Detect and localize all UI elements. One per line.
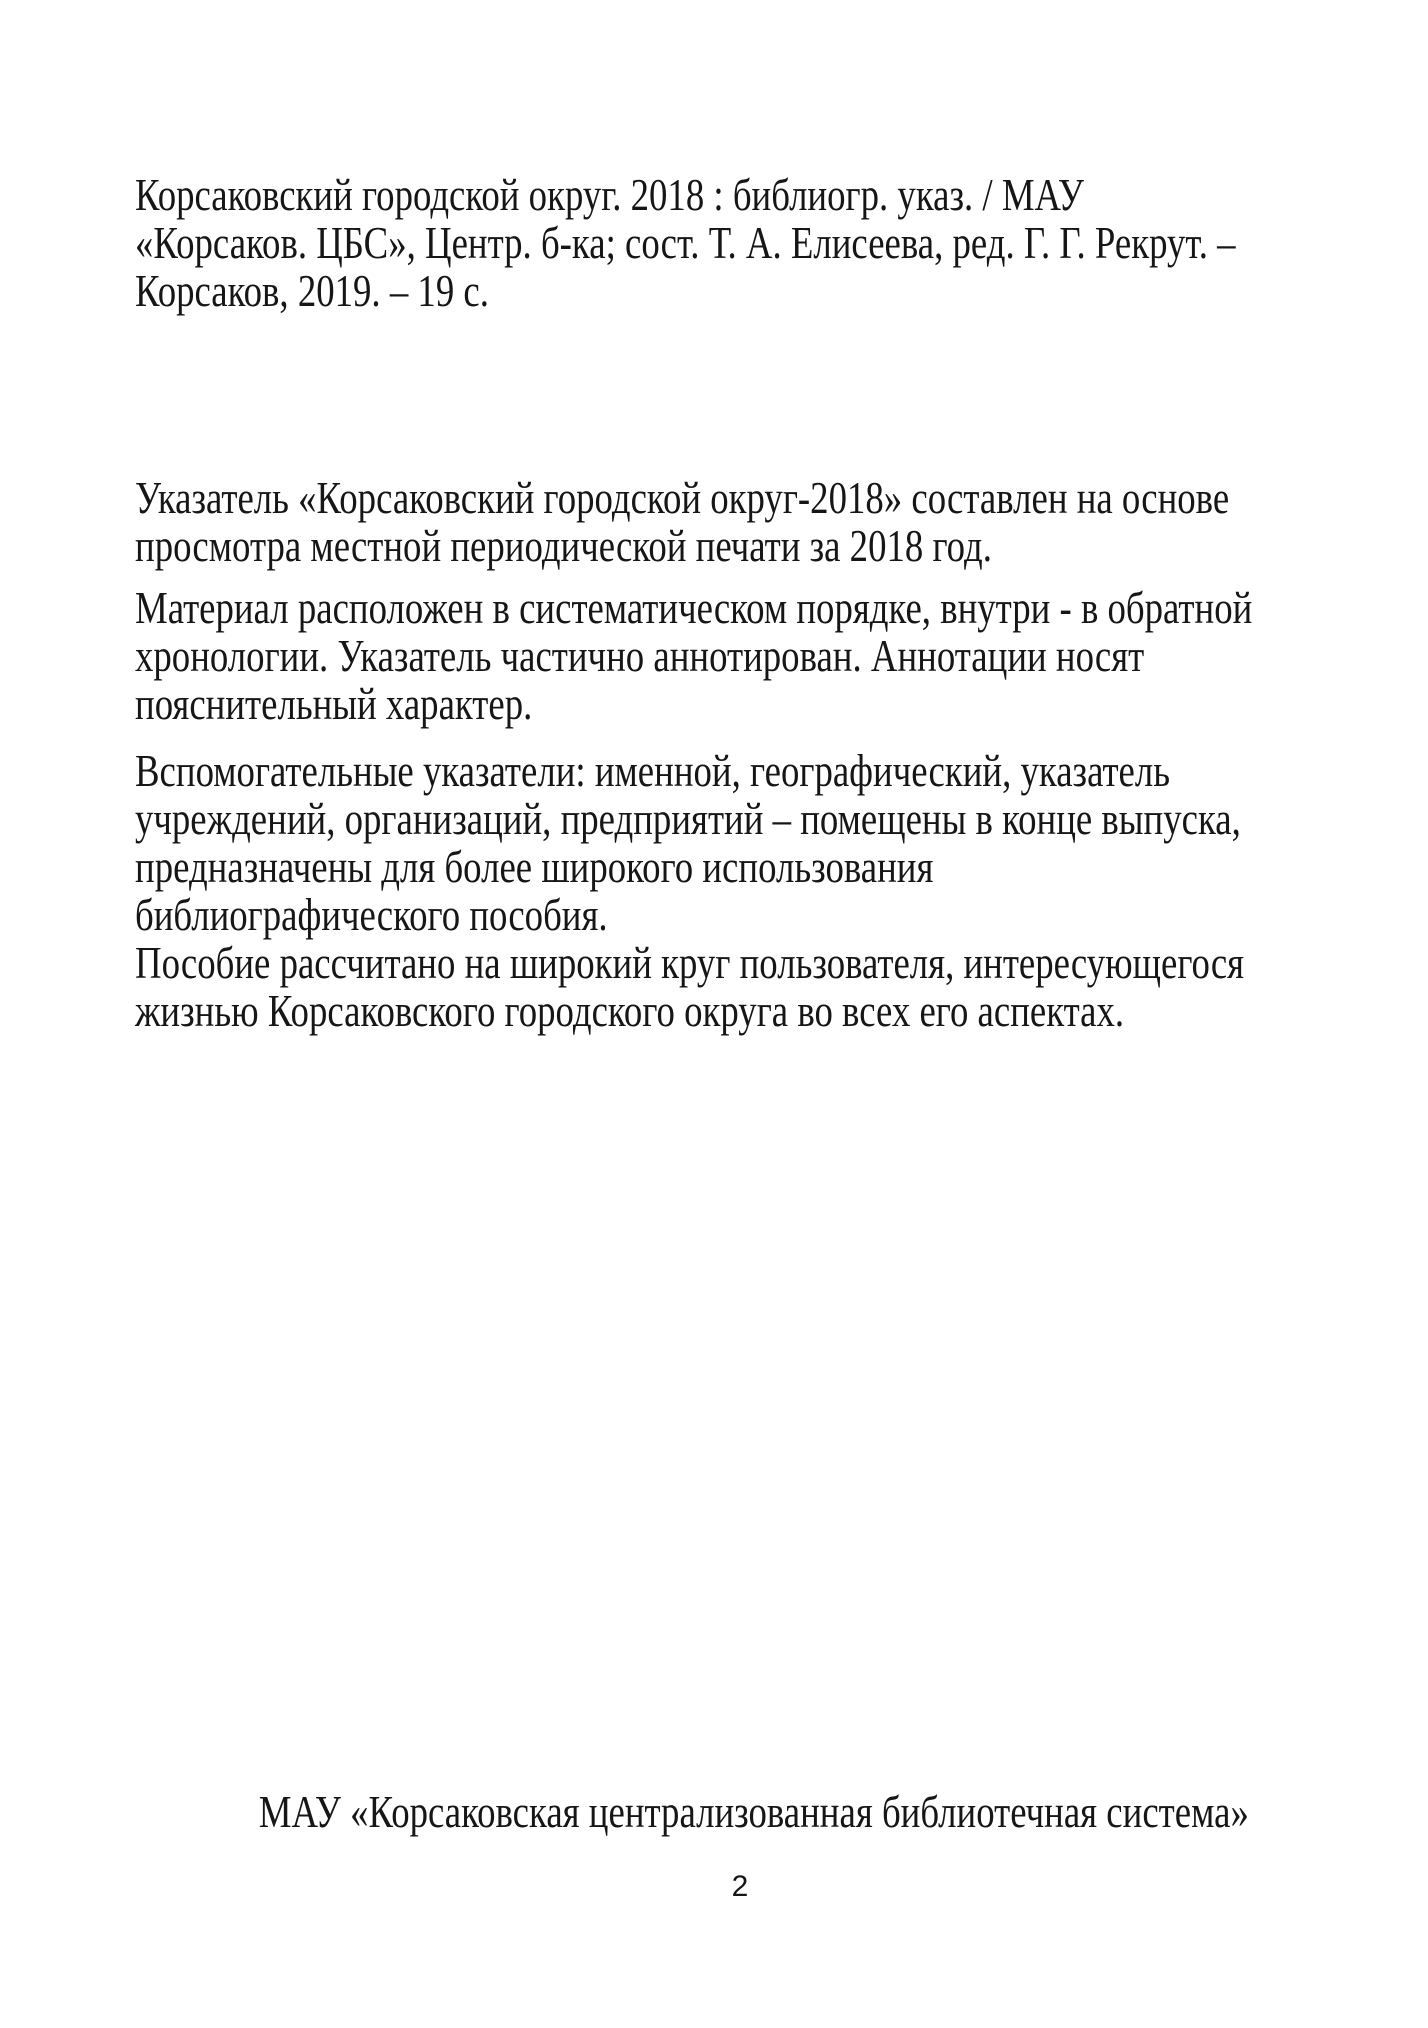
text-line — [135, 843, 1345, 891]
text-line — [135, 987, 1345, 1035]
text-line — [135, 219, 1345, 267]
text-line-content: предназначены для более широкого использования — [135, 841, 934, 892]
page-number: 2 — [731, 1870, 749, 1903]
text-line — [135, 939, 1345, 987]
text-line-content: Корсаковский городской округ. 2018 : библиогр. указ. / МАУ — [135, 169, 1084, 220]
text-line-content: Вспомогательные указатели: именной, географический, указатель — [135, 745, 1171, 796]
annotation-paragraph-2 — [135, 584, 1345, 728]
text-line-content: пояснительный характер. — [135, 678, 533, 729]
text-line — [135, 267, 1345, 315]
text-line-content: Материал расположен в систематическом порядке, внутри - в обратной — [135, 582, 1253, 633]
annotation-paragraph-1 — [135, 474, 1345, 570]
text-line-content: жизнью Корсаковского городского округа во всех его аспектах. — [135, 985, 1125, 1036]
footer-organization — [135, 1788, 1345, 1836]
text-line — [135, 522, 1345, 570]
text-line-content: Указатель «Корсаковский городской округ-2018» составлен на основе — [135, 472, 1230, 523]
annotation-paragraph-3 — [135, 747, 1345, 939]
text-line — [135, 795, 1345, 843]
text-line-content: хронологии. Указатель частично аннотирован. Аннотации носят — [135, 630, 1145, 681]
text-line — [135, 171, 1345, 219]
bibliographic-record — [135, 171, 1345, 315]
text-line-content: учреждений, организаций, предприятий – помещены в конце выпуска, — [135, 793, 1241, 844]
text-line-content: библиографического пособия. — [135, 889, 608, 940]
footer-organization-text: МАУ «Корсаковская централизованная библиотечная система» — [258, 1786, 1249, 1837]
text-line — [135, 891, 1345, 939]
text-line-content: Пособие рассчитано на широкий круг пользователя, интересующегося — [135, 937, 1245, 988]
text-line — [135, 584, 1345, 632]
annotation-paragraph-4 — [135, 939, 1345, 1035]
text-line — [135, 474, 1345, 522]
text-line-content: «Корсаков. ЦБС», Центр. б-ка; сост. Т. А. Елисеева, ред. Г. Г. Рекрут. – — [135, 217, 1236, 268]
text-line — [135, 680, 1345, 728]
text-line-content: просмотра местной периодической печати за 2018 год. — [135, 520, 992, 571]
text-line-content: Корсаков, 2019. – 19 с. — [135, 265, 489, 316]
text-line — [135, 747, 1345, 795]
text-line — [135, 632, 1345, 680]
